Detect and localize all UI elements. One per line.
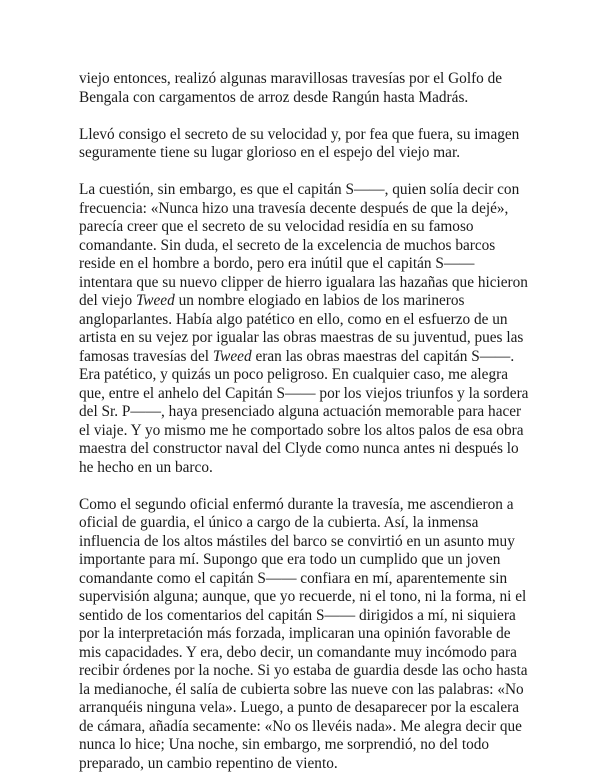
paragraph: [79, 126, 529, 163]
ship-name-italic: Tweed: [212, 347, 252, 365]
paragraph: [79, 496, 529, 774]
text-run: La cuestión, sin embargo, es que el capitán S——, quien solía decir con frecuencia: «Nunca hizo una travesía decente después de que la dejé», parecía creer que el secreto de su velocidad residía en su famoso comandante. Sin duda, el secreto de la excelencia de muchos barcos reside en el hombre a bordo, pero era inútil que el capitán S—— intentara que su nuevo clipper de hierro igualara las hazañas que hicieron del viejo: [79, 181, 528, 309]
text-run: eran las obras maestras del capitán S——. Era patético, y quizás un poco peligroso. En cualquier caso, me alegra que, entre el anhelo del Capitán S—— por los viejos triunfos y la sordera del Sr. P——, haya presenciado alguna actuación memorable para hacer el viaje. Y yo mismo me he comportado sobre los altos palos de esa obra maestra del constructor naval del Clyde como nunca antes ni después lo he hecho en un barco.: [79, 347, 529, 476]
text-run: un nombre elogiado en labios de los marineros angloparlantes. Había algo patético en ello, como en el esfuerzo de un artista en su vejez por igualar las obras maestras de su juventud, pues las famosas travesías del: [79, 292, 524, 365]
text-run: Llevó consigo el secreto de su velocidad y, por fea que fuera, su imagen seguramente tiene su lugar glorioso en el espejo del viejo mar.: [79, 125, 520, 161]
text-run: Como el segundo oficial enfermó durante la travesía, me ascendieron a oficial de guardia, el único a cargo de la cubierta. Así, la inmensa influencia de los altos mástiles del barco se convirtió en un asunto muy importante para mí. Supongo que era todo un cumplido que un joven comandante como el capitán S—— confiara en mí, aparentemente sin supervisión alguna; aunque, que yo recuerde, ni el tono, ni la forma, ni el sentido de los comentarios del capitán S—— dirigidos a mí, ni siquiera por la interpretación más forzada, implicaran una opinión favorable de mis capacidades. Y era, debo decir, un comandante muy incómodo para recibir órdenes por la noche. Si yo estaba de guardia desde las ocho hasta la medianoche, él salía de cubierta sobre las nueve con las palabras: «No arranquéis ninguna vela». Luego, a punto de desaparecer por la escalera de cámara, añadía secamente: «No os llevéis nada». Me alegra decir que nunca lo hice; Una noche, sin embargo, me sorprendió, no del todo preparado, un cambio repentino de viento.: [79, 495, 528, 772]
ship-name-italic: Tweed: [135, 292, 175, 309]
text-run: viejo entonces, realizó algunas maravillosas travesías por el Golfo de Bengala con cargamentos de arroz desde Rangún hasta Madrás.: [79, 70, 503, 106]
paragraph: [79, 70, 529, 107]
document-page: [79, 70, 529, 773]
paragraph: [79, 181, 529, 477]
